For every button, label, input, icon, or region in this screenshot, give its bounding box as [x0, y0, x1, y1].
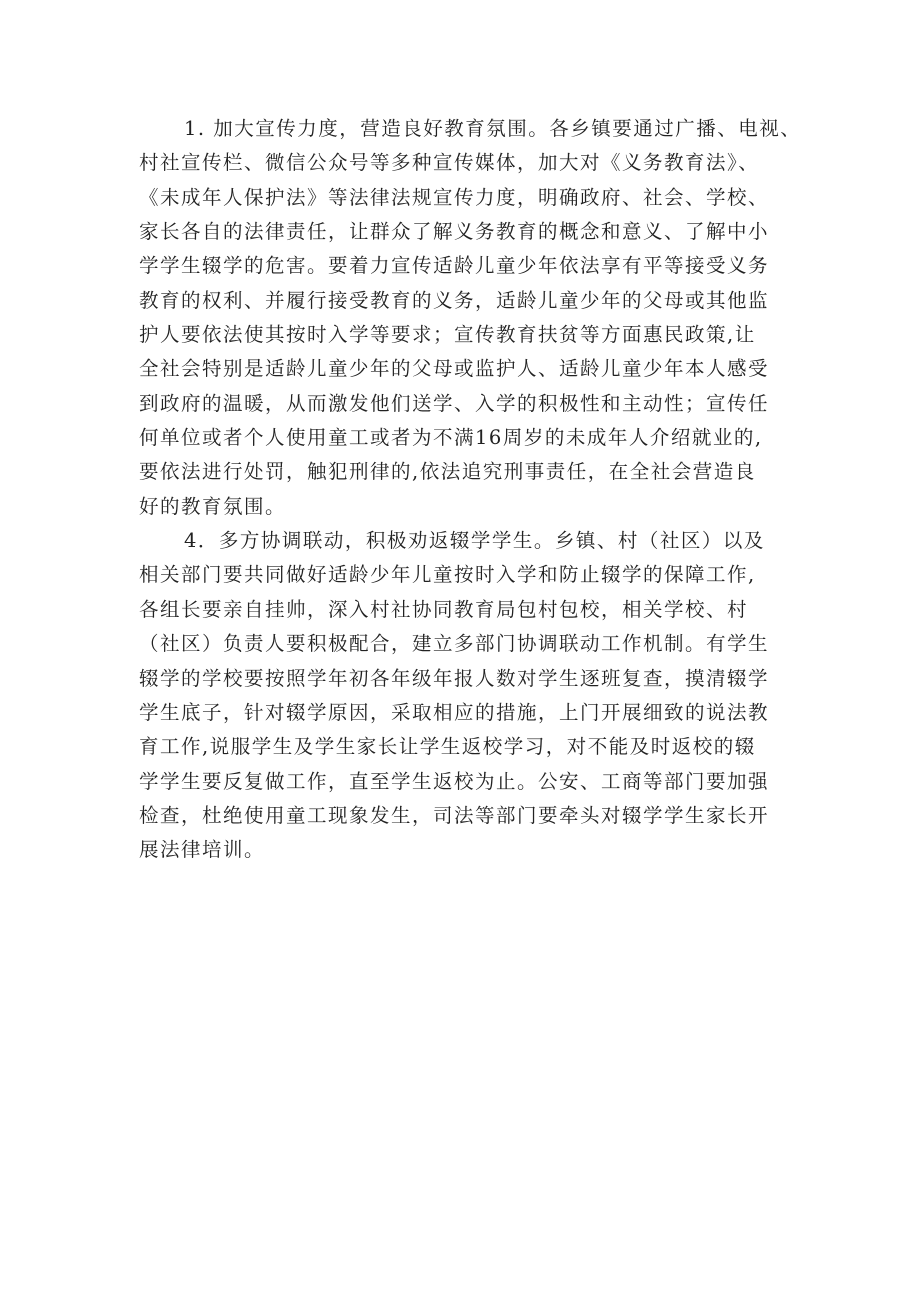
paragraph-line: 家长各自的法律责任，让群众了解义务教育的概念和意义、了解中小: [139, 220, 770, 244]
paragraph-line: 检查，杜绝使用童工现象发生，司法等部门要牵头对辍学学生家长开: [139, 803, 770, 827]
paragraph-line: 育工作,说服学生及学生家长让学生返校学习，对不能及时返校的辍: [139, 735, 756, 759]
paragraph-line: 护人要依法使其按时入学等要求；宣传教育扶贫等方面惠民政策,让: [139, 323, 756, 347]
paragraph-line: 展法律培训。: [139, 838, 266, 862]
document-body: [139, 112, 811, 868]
paragraph-line: 好的教育氛围。: [139, 494, 287, 518]
paragraph-line: 教育的权利、并履行接受教育的义务，适龄儿童少年的父母或其他监: [139, 288, 770, 312]
paragraph-line: 辍学的学校要按照学年初各年级年报人数对学生逐班复查，摸清辍学: [139, 666, 770, 690]
paragraph-publicity: [139, 112, 811, 524]
paragraph-line: 各组长要亲自挂帅，深入村社协同教育局包村包校，相关学校、村: [139, 597, 749, 621]
paragraph-line: 《未成年人保护法》等法律法规宣传力度，明确政府、社会、学校、: [139, 185, 770, 209]
paragraph-coordination: [139, 524, 811, 867]
paragraph-line: 要依法进行处罚，触犯刑律的,依法追究刑事责任，在全社会营造良: [139, 460, 756, 484]
paragraph-line: 全社会特别是适龄儿童少年的父母或监护人、适龄儿童少年本人感受: [139, 357, 770, 381]
paragraph-line: （社区）负责人要积极配合，建立多部门协调联动工作机制。有学生: [139, 632, 770, 656]
paragraph-line: 何单位或者个人使用童工或者为不满16周岁的未成年人介绍就业的,: [139, 426, 763, 450]
paragraph-line: 1. 加大宣传力度，营造良好教育氛围。各乡镇要通过广播、电视、: [184, 117, 802, 140]
paragraph-line: 学学生辍学的危害。要着力宣传适龄儿童少年依法享有平等接受义务: [139, 254, 770, 278]
paragraph-line: 学生底子，针对辍学原因，采取相应的措施，上门开展细致的说法教: [139, 700, 770, 724]
paragraph-line: 村社宣传栏、微信公众号等多种宣传媒体，加大对《义务教育法》、: [139, 151, 760, 175]
paragraph-line: 相关部门要共同做好适龄少年儿童按时入学和防止辍学的保障工作,: [139, 563, 756, 587]
paragraph-line: 到政府的温暖，从而激发他们送学、入学的积极性和主动性；宣传任: [139, 391, 770, 415]
paragraph-line: 学学生要反复做工作，直至学生返校为止。公安、工商等部门要加强: [139, 769, 770, 793]
paragraph-line: 4．多方协调联动，积极劝返辍学学生。乡镇、村（社区）以及: [184, 529, 765, 553]
